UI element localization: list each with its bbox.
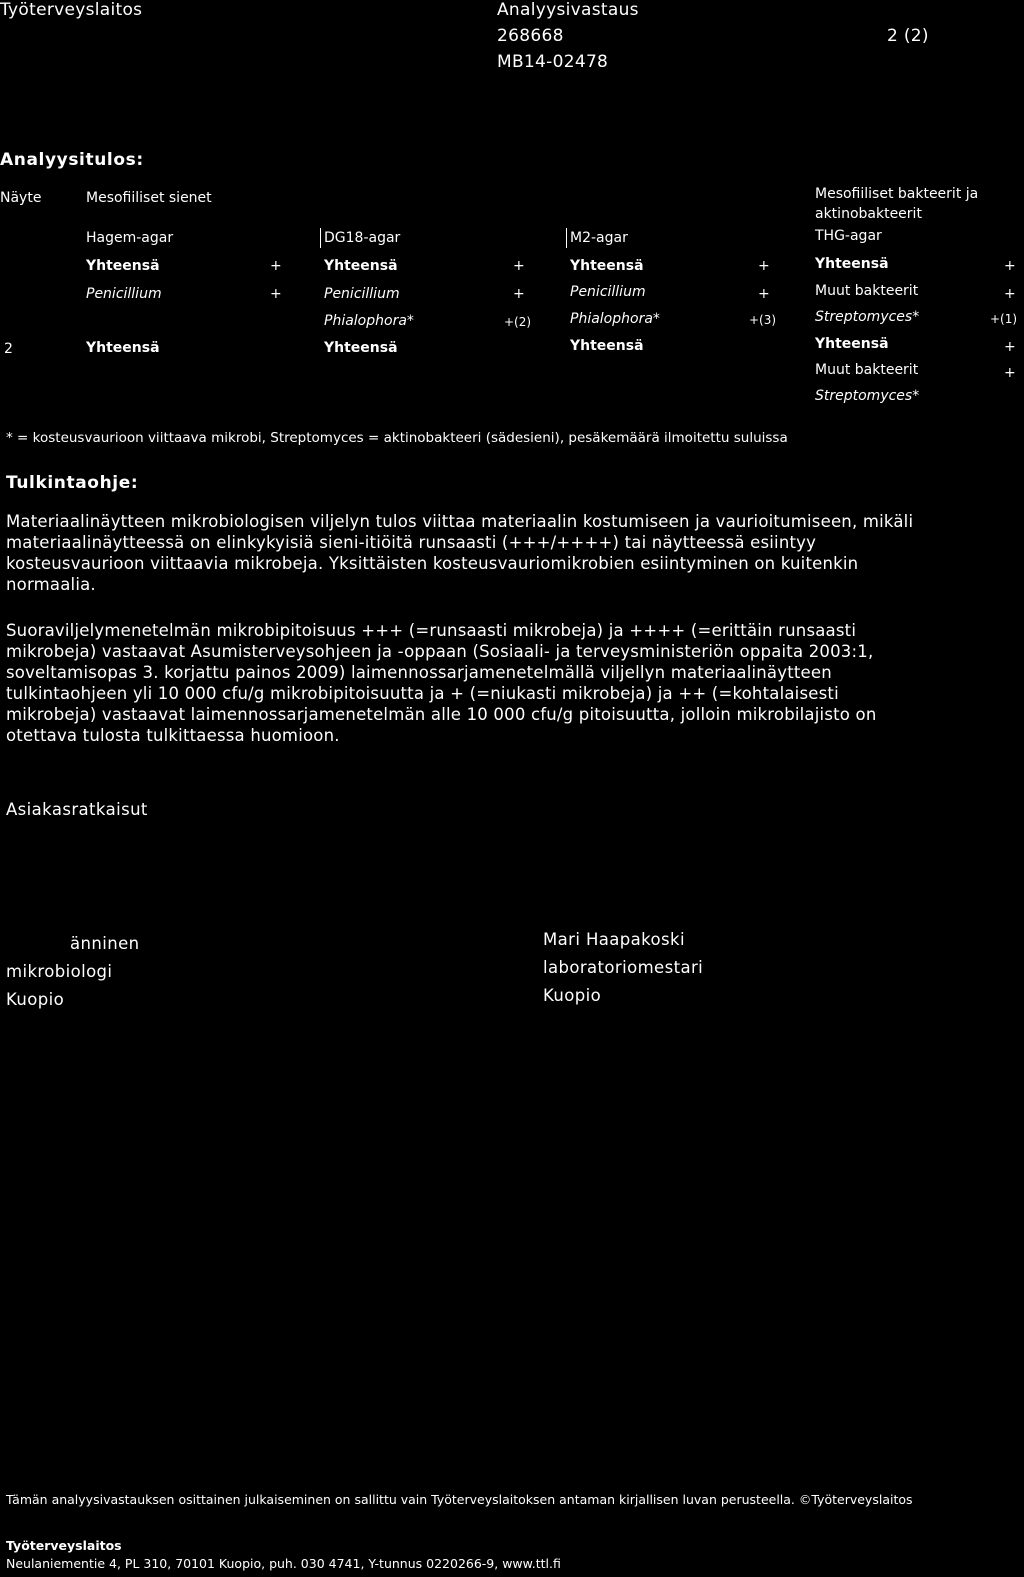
- sample2-hagem-total: Yhteensä: [86, 340, 160, 356]
- guide-p1-line: Materiaalinäytteen mikrobiologisen viljelyn tulos viittaa materiaalin kostumiseen ja vaurioitumiseen, mikäli: [6, 512, 914, 531]
- sample2-m2-total: Yhteensä: [570, 338, 644, 354]
- page-number: 2 (2): [887, 26, 929, 46]
- sample-number: 2: [4, 341, 13, 357]
- guide-p2-line: Suoraviljelymenetelmän mikrobipitoisuus +++ (=runsaasti mikrobeja) ja ++++ (=erittäin runsaasti: [6, 621, 857, 640]
- thg-streptomyces: Streptomyces*: [815, 309, 920, 325]
- thg-other-bacteria: Muut bakteerit: [815, 283, 919, 299]
- right-signer-name: Mari Haapakoski: [543, 930, 685, 949]
- hagem-species: Penicillium: [86, 286, 162, 302]
- column-sample: Näyte: [0, 190, 42, 206]
- right-signer-title: laboratoriomestari: [543, 958, 704, 977]
- column-divider: [320, 228, 321, 248]
- dg18-species: Penicillium: [324, 286, 400, 302]
- right-signer-city: Kuopio: [543, 986, 602, 1005]
- dg18-phialophora-value: +(2): [504, 315, 532, 329]
- guide-paragraph-1: [6, 511, 1016, 595]
- guide-heading: Tulkintaohje:: [6, 473, 139, 493]
- sample2-thg-streptomyces: Streptomyces*: [815, 388, 920, 404]
- thg-total-value: +: [1004, 258, 1016, 274]
- sample2-thg-other-bacteria-value: +: [1004, 365, 1016, 381]
- hagem-total-value: +: [270, 258, 282, 274]
- guide-p1-line: normaalia.: [6, 575, 96, 594]
- medium-m2: M2-agar: [570, 230, 628, 246]
- guide-p2-line: mikrobeja) vastaavat Asumisterveysohjeen ja -oppaan (Sosiaali- ja terveysministeriön oppaita 2003:1,: [6, 642, 874, 661]
- dg18-total-value: +: [513, 258, 525, 274]
- result-heading: Analyysitulos:: [0, 150, 144, 170]
- left-signer-city: Kuopio: [6, 990, 65, 1009]
- result-footnote: * = kosteusvaurioon viittaava mikrobi, Streptomyces = aktinobakteeri (sädesieni), pesäkemäärä ilmoitettu suluissa: [6, 430, 788, 446]
- medium-dg18: DG18-agar: [324, 230, 401, 246]
- thg-other-bacteria-value: +: [1004, 286, 1016, 302]
- m2-phialophora: Phialophora*: [570, 311, 660, 327]
- guide-paragraph-2: [6, 620, 1016, 746]
- guide-p2-line: otettava tulosta tulkittaessa huomioon.: [6, 726, 340, 745]
- footer-organization: Työterveyslaitos: [6, 1538, 122, 1553]
- sample2-dg18-total: Yhteensä: [324, 340, 398, 356]
- column-fungi: Mesofiiliset sienet: [86, 190, 212, 206]
- medium-hagem: Hagem-agar: [86, 230, 174, 246]
- sample2-thg-total-value: +: [1004, 339, 1016, 355]
- column-bacteria-line1: Mesofiiliset bakteerit ja: [815, 186, 979, 202]
- m2-species-value: +: [758, 286, 770, 302]
- hagem-species-value: +: [270, 286, 282, 302]
- guide-p2-line: soveltamisopas 3. korjattu painos 2009) laimennossarjamenetelmällä viljellyn materiaalinäytteen: [6, 663, 832, 682]
- dg18-phialophora: Phialophora*: [324, 313, 414, 329]
- guide-p2-line: tulkintaohjeen yli 10 000 cfu/g mikrobipitoisuutta ja + (=niukasti mikrobeja) ja ++ (=kohtalaisesti: [6, 684, 839, 703]
- column-divider: [566, 228, 567, 248]
- footer-notice: Tämän analyysivastauksen osittainen julkaiseminen on sallittu vain Työterveyslaitoksen antaman kirjallisen luvan perusteella. ©Työterveyslaitos: [6, 1492, 913, 1507]
- left-signer-title: mikrobiologi: [6, 962, 113, 981]
- dg18-species-value: +: [513, 286, 525, 302]
- guide-p1-line: materiaalinäytteessä on elinkykyisiä sieni-itiöitä runsaasti (+++/++++) tai näytteessä esiintyy: [6, 533, 817, 552]
- column-bacteria-line2: aktinobakteerit: [815, 206, 922, 222]
- hagem-total-label: Yhteensä: [86, 258, 160, 274]
- m2-phialophora-value: +(3): [749, 313, 777, 327]
- thg-total-label: Yhteensä: [815, 256, 889, 272]
- m2-species: Penicillium: [570, 284, 646, 300]
- medium-thg: THG-agar: [815, 228, 882, 244]
- organization-name: Työterveyslaitos: [0, 0, 143, 20]
- reference-code: MB14-02478: [497, 52, 609, 72]
- m2-total-label: Yhteensä: [570, 258, 644, 274]
- left-signer-name: änninen: [70, 934, 140, 953]
- m2-total-value: +: [758, 258, 770, 274]
- guide-p1-line: kosteusvaurioon viittaavia mikrobeja. Yksittäisten kosteusvauriomikrobien esiintyminen on kuitenkin: [6, 554, 859, 573]
- sample2-thg-total: Yhteensä: [815, 336, 889, 352]
- thg-streptomyces-value: +(1): [990, 312, 1018, 326]
- dg18-total-label: Yhteensä: [324, 258, 398, 274]
- guide-p2-line: mikrobeja) vastaavat laimennossarjamenetelmän alle 10 000 cfu/g pitoisuutta, jolloin mikrobilajisto on: [6, 705, 877, 724]
- footer-address: Neulaniementie 4, PL 310, 70101 Kuopio, puh. 030 4741, Y-tunnus 0220266-9, www.ttl.fi: [6, 1556, 561, 1571]
- document-type: Analyysivastaus: [497, 0, 639, 20]
- unit-name: Asiakasratkaisut: [6, 800, 148, 819]
- report-number: 268668: [497, 26, 564, 46]
- sample2-thg-other-bacteria: Muut bakteerit: [815, 362, 919, 378]
